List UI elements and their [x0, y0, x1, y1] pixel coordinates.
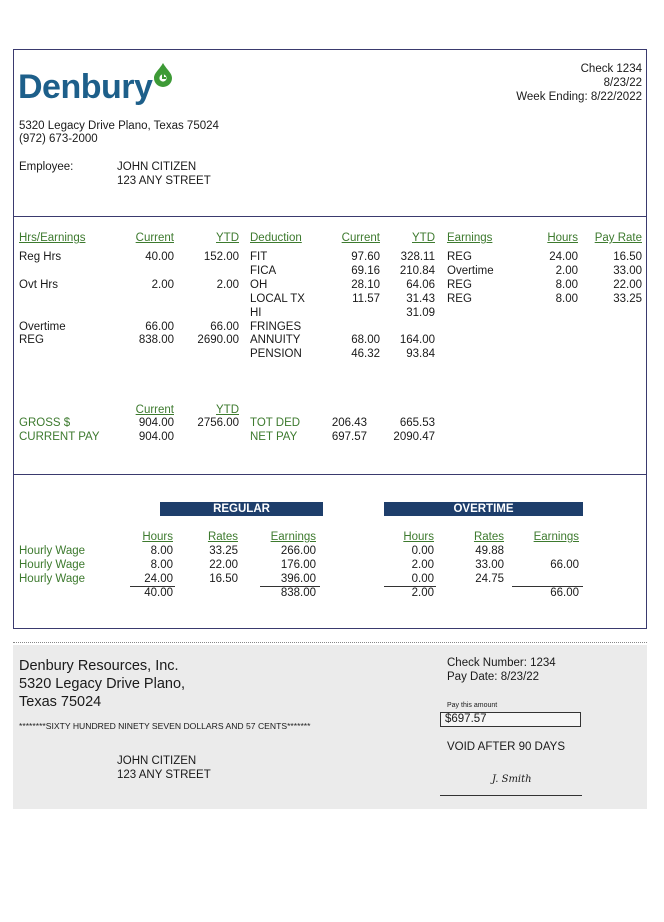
amount-in-words: ********SIXTY HUNDRED NINETY SEVEN DOLLARS AND 57 CENTS*******: [19, 721, 311, 731]
perforation-line: [13, 642, 647, 643]
overtime-title-bar: OVERTIME: [384, 502, 583, 516]
employee-label: Employee:: [19, 161, 74, 173]
net-pay-current: 697.57: [331, 431, 367, 443]
gross-label: GROSS $: [19, 417, 71, 429]
earnings-header: Earnings: [447, 232, 493, 244]
deduction-label: LOCAL TX: [250, 293, 305, 305]
regular-hours-header: Hours: [142, 531, 173, 543]
hours-header: Hours: [547, 232, 578, 244]
pay-this-amount-label: Pay this amount: [447, 702, 498, 709]
deduction-ytd: 164.00: [399, 334, 435, 346]
week-ending: Week Ending: 8/22/2022: [516, 91, 642, 103]
earnings-hours: 2.00: [555, 265, 578, 277]
drop-logo-icon: [151, 62, 175, 88]
totals-current-header: Current: [135, 404, 174, 416]
deduction-header: Deduction: [250, 232, 302, 244]
deduction-current-header: Current: [341, 232, 380, 244]
overtime-earnings-header: Earnings: [533, 531, 579, 543]
deduction-ytd: 93.84: [406, 348, 435, 360]
current-header: Current: [135, 232, 174, 244]
hrs-row-ytd: 66.00: [210, 321, 239, 333]
deduction-current: 68.00: [351, 334, 380, 346]
earnings-label: Overtime: [447, 265, 494, 277]
deduction-ytd: 328.11: [400, 251, 435, 263]
overtime-hours: 0.00: [411, 545, 434, 557]
overtime-total-earnings: 66.00: [550, 587, 579, 599]
hrs-row-ytd: 152.00: [203, 251, 239, 263]
deduction-label: HI: [250, 307, 262, 319]
tot-ded-ytd: 665.53: [399, 417, 435, 429]
payee-street: 123 ANY STREET: [117, 769, 211, 781]
deduction-label: FRINGES: [250, 321, 302, 333]
wage-label: Hourly Wage: [19, 573, 86, 585]
wage-label: Hourly Wage: [19, 559, 86, 571]
hrs-row-ytd: 2.00: [216, 279, 239, 291]
company-address: 5320 Legacy Drive Plano, Texas 75024: [19, 120, 219, 132]
net-pay-ytd: 2090.47: [393, 431, 435, 443]
overtime-rates-header: Rates: [473, 531, 504, 543]
hrs-row-current: 40.00: [145, 251, 174, 263]
deduction-label: FICA: [250, 265, 277, 277]
regular-earnings: 176.00: [280, 559, 316, 571]
tot-ded-label: TOT DED: [250, 417, 301, 429]
deduction-ytd: 31.09: [406, 307, 435, 319]
employee-street: 123 ANY STREET: [117, 175, 211, 187]
hrs-row-ytd: 2690.00: [197, 334, 239, 346]
regular-earnings: 396.00: [280, 573, 316, 585]
hrs-row-current: 66.00: [145, 321, 174, 333]
regular-hours: 24.00: [144, 573, 173, 585]
earnings-rate: 33.00: [613, 265, 642, 277]
hrs-row-label: REG: [19, 334, 44, 346]
earnings-label: REG: [447, 279, 472, 291]
regular-total-hours: 40.00: [144, 587, 173, 599]
deduction-current: 97.60: [351, 251, 380, 263]
overtime-rate: 33.00: [475, 559, 504, 571]
pay-date: Pay Date: 8/23/22: [447, 671, 540, 683]
pay-rate-header: Pay Rate: [594, 232, 642, 244]
current-pay: 904.00: [138, 431, 174, 443]
deduction-current: 11.57: [352, 293, 380, 305]
deduction-current: 28.10: [351, 279, 380, 291]
ytd-header: YTD: [216, 232, 239, 244]
check-company-name: Denbury Resources, Inc.: [19, 658, 179, 674]
overtime-hours: 2.00: [411, 559, 434, 571]
tot-ded-current: 206.43: [331, 417, 367, 429]
deduction-ytd: 31.43: [406, 293, 435, 305]
hrs-earnings-header: Hrs/Earnings: [19, 232, 86, 244]
earnings-rate: 33.25: [613, 293, 642, 305]
wage-label: Hourly Wage: [19, 545, 86, 557]
divider: [13, 474, 647, 475]
earnings-hours: 8.00: [555, 293, 578, 305]
divider: [13, 216, 647, 217]
payee-name: JOHN CITIZEN: [117, 755, 197, 767]
hrs-row-label: Overtime: [19, 321, 66, 333]
deduction-ytd: 210.84: [399, 265, 435, 277]
earnings-hours: 8.00: [555, 279, 578, 291]
earnings-hours: 24.00: [549, 251, 578, 263]
gross-current: 904.00: [138, 417, 174, 429]
overtime-hours-header: Hours: [403, 531, 434, 543]
overtime-rate: 24.75: [475, 573, 504, 585]
check-address-line2: Texas 75024: [19, 694, 102, 710]
regular-earnings-header: Earnings: [270, 531, 316, 543]
gross-ytd: 2756.00: [197, 417, 239, 429]
hrs-row-current: 2.00: [151, 279, 174, 291]
company-phone: (972) 673-2000: [19, 133, 98, 145]
check-address-line1: 5320 Legacy Drive Plano,: [19, 676, 186, 692]
overtime-total-hours: 2.00: [411, 587, 434, 599]
totals-ytd-header: YTD: [216, 404, 239, 416]
regular-rate: 33.25: [209, 545, 238, 557]
employee-name: JOHN CITIZEN: [117, 161, 197, 173]
regular-earnings: 266.00: [280, 545, 316, 557]
regular-rates-header: Rates: [207, 531, 238, 543]
regular-title-bar: REGULAR: [160, 502, 323, 516]
check-date: 8/23/22: [603, 77, 642, 89]
check-number-label: Check Number: 1234: [447, 657, 556, 669]
deduction-label: OH: [250, 279, 268, 291]
deduction-current: 69.16: [351, 265, 380, 277]
signature-line: [440, 795, 582, 796]
earnings-rate: 16.50: [613, 251, 642, 263]
overtime-rate: 49.88: [475, 545, 504, 557]
amount-box: $697.57: [440, 712, 581, 727]
earnings-label: REG: [447, 251, 472, 263]
deduction-ytd: 64.06: [406, 279, 435, 291]
regular-total-earnings: 838.00: [280, 587, 316, 599]
overtime-hours: 0.00: [411, 573, 434, 585]
deduction-label: PENSION: [250, 348, 302, 360]
deduction-label: ANNUITY: [250, 334, 301, 346]
regular-rate: 22.00: [209, 559, 238, 571]
signature: J. Smith: [492, 774, 532, 785]
deduction-ytd-header: YTD: [412, 232, 435, 244]
earnings-label: REG: [447, 293, 472, 305]
void-note: VOID AFTER 90 DAYS: [447, 741, 566, 753]
check-number: Check 1234: [580, 63, 642, 75]
regular-rate: 16.50: [209, 573, 238, 585]
deduction-current: 46.32: [351, 348, 380, 360]
hrs-row-label: Ovt Hrs: [19, 279, 58, 291]
regular-hours: 8.00: [150, 559, 173, 571]
company-logo: Denbury: [18, 68, 153, 106]
deduction-label: FIT: [250, 251, 268, 263]
hrs-row-current: 838.00: [138, 334, 174, 346]
regular-hours: 8.00: [150, 545, 173, 557]
net-pay-label: NET PAY: [250, 431, 298, 443]
overtime-earnings: 66.00: [550, 559, 579, 571]
hrs-row-label: Reg Hrs: [19, 251, 62, 263]
earnings-rate: 22.00: [613, 279, 642, 291]
current-pay-label: CURRENT PAY: [19, 431, 100, 443]
